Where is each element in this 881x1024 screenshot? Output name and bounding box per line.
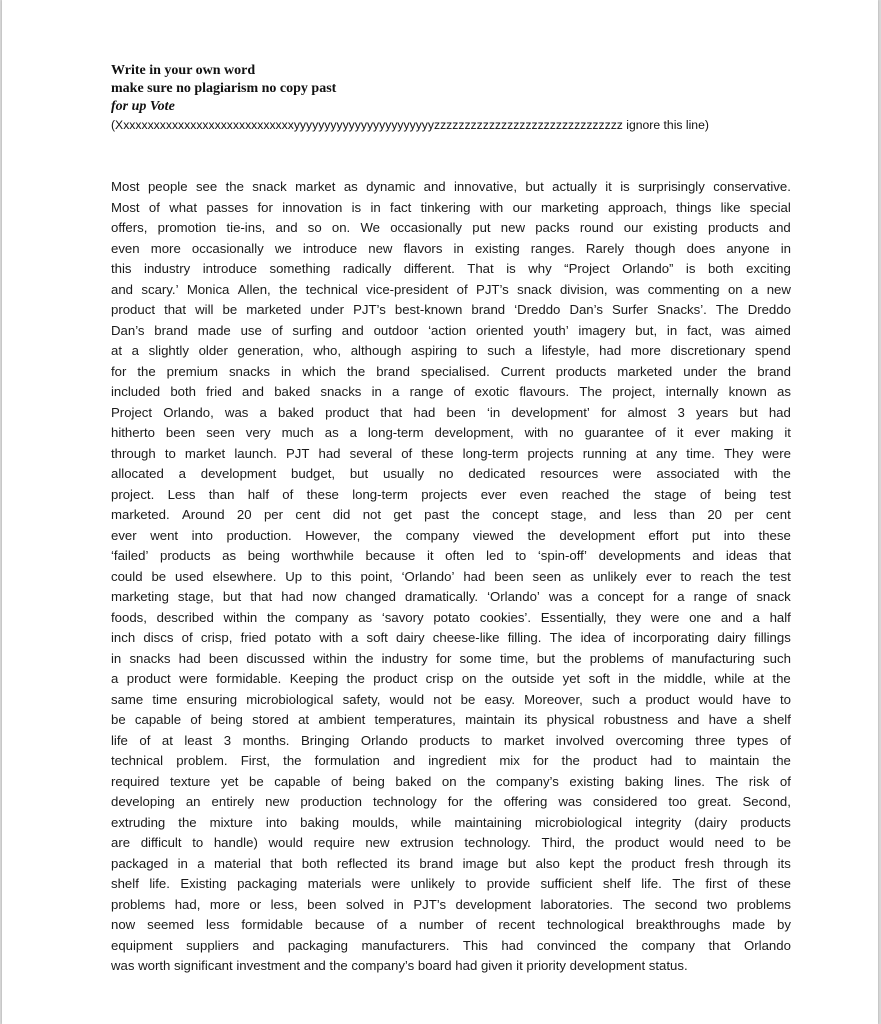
body-line: could be used elsewhere. Up to this point, ‘Orlando’ had been seen as unlikely ever to reach the test bbox=[111, 568, 791, 584]
body-line: a product were formidable. Keeping the product crisp on the outside yet soft in the middle, while at the bbox=[111, 671, 791, 686]
body-line: even more occasionally we introduce new flavors in existing ranges. Rarely though does anyone in bbox=[111, 240, 791, 256]
body-line: Dan’s brand made use of surfing and outdoor ‘action oriented youth’ imagery but, in fact, was aimed bbox=[111, 322, 791, 338]
body-line: now seemed less formidable because of a number of recent technological breakthroughs made by bbox=[111, 917, 791, 932]
body-line: Project Orlando, was a baked product that had been ‘in development’ for almost 3 years but had bbox=[111, 404, 791, 420]
body-line: and scary.’ Monica Allen, the technical vice-president of PJT’s snack division, was commenting on a new bbox=[111, 281, 791, 297]
body-line: this industry introduce something radically different. That is why “Project Orlando” is both exciting bbox=[111, 261, 791, 276]
body-line: shelf life. Existing packaging materials were unlikely to provide sufficient shelf life. The first of these bbox=[111, 876, 791, 891]
body-line: foods, described within the company as ‘savory potato cookies’. Essentially, they were one and a half bbox=[111, 609, 791, 625]
body-line: allocated a development budget, but usually no dedicated resources were associated with the bbox=[111, 466, 791, 481]
body-line: technical problem. First, the formulation and ingredient mix for the product had to maintain the bbox=[111, 753, 791, 768]
case-study-paragraph bbox=[111, 177, 791, 977]
instruction-line-2: make sure no plagiarism no copy past bbox=[111, 81, 337, 96]
body-line: included both fried and baked snacks in a range of exotic flavours. The project, internally known as bbox=[111, 384, 791, 399]
body-line: hitherto been seen very much as a long-term development, with no guarantee of it ever making it bbox=[111, 425, 791, 440]
body-line: problems had, more or less, been solved in PJT’s development laboratories. The second two problems bbox=[111, 896, 791, 912]
body-line: ever went into production. However, the company viewed the development effort put into these bbox=[111, 527, 791, 543]
body-line: was worth significant investment and the company’s board had given it priority development status. bbox=[111, 958, 688, 973]
body-line: project. Less than half of these long-term projects ever even reached the stage of being test bbox=[111, 486, 791, 502]
body-line: marketing stage, but that had now changed dramatically. ‘Orlando’ was a concept for a range of snack bbox=[111, 589, 791, 604]
body-line: are difficult to handle) would require new extrusion technology. Third, the product would need to be bbox=[111, 835, 791, 850]
body-line: product that will be marketed under PJT’s best-known brand ‘Dreddo Dan’s Surfer Snacks’. The Dreddo bbox=[111, 302, 791, 317]
body-line: extruding the mixture into baking moulds, while maintaining microbiological integrity (dairy products bbox=[111, 814, 791, 830]
body-line: for the premium snacks in which the brand specialised. Current products marketed under the brand bbox=[111, 363, 791, 379]
body-line: required texture yet be capable of being baked on the company’s existing baking lines. The risk of bbox=[111, 773, 791, 789]
body-line: marketed. Around 20 per cent did not get past the concept stage, and less than 20 per cent bbox=[111, 507, 791, 522]
body-line: offers, promotion tie-ins, and so on. We occasionally put new packs round our existing products and bbox=[111, 220, 791, 235]
body-line: at a slightly older generation, who, although aspiring to such a lifestyle, had more discretionary spend bbox=[111, 343, 791, 358]
body-line: inch discs of crisp, fried potato with a soft dairy cheese-like filling. The idea of incorporating dairy fillings bbox=[111, 630, 791, 645]
body-line: packaged in a material that both reflected its brand image but also kept the product fresh through its bbox=[111, 855, 791, 871]
instruction-header bbox=[111, 62, 811, 134]
instruction-line-3: for up Vote bbox=[111, 99, 175, 114]
body-line: ‘failed’ products as being worthwhile because it often led to ‘spin-off’ developments and ideas that bbox=[111, 548, 791, 563]
body-line: through to market launch. PJT had several of these long-term projects running at any time. They were bbox=[111, 445, 791, 461]
body-line: same time ensuring microbiological safety, would not be easy. Moreover, such a product would have to bbox=[111, 691, 791, 707]
body-line: be capable of being stored at ambient temperatures, maintain its physical robustness and have a shelf bbox=[111, 712, 791, 727]
body-line: life of at least 3 months. Bringing Orlando products to market involved overcoming three types of bbox=[111, 732, 791, 748]
body-line: Most of what passes for innovation is in fact tinkering with our marketing approach, things like special bbox=[111, 199, 791, 215]
body-line: developing an entirely new production technology for the offering was considered too great. Second, bbox=[111, 794, 791, 809]
body-line: equipment suppliers and packaging manufacturers. This had convinced the company that Orlando bbox=[111, 937, 791, 953]
document-page bbox=[2, 0, 878, 1024]
body-line: in snacks had been discussed within the industry for some time, but the problems of manufacturing such bbox=[111, 650, 791, 666]
instruction-line-1: Write in your own word bbox=[111, 63, 256, 78]
instruction-line-4: (Xxxxxxxxxxxxxxxxxxxxxxxxxxxxxyyyyyyyyyyyyyyyyyyyyyyyzzzzzzzzzzzzzzzzzzzzzzzzzzzzzzz ignore this line) bbox=[111, 118, 709, 132]
body-line: Most people see the snack market as dynamic and innovative, but actually it is surprisingly conservative. bbox=[111, 179, 791, 194]
